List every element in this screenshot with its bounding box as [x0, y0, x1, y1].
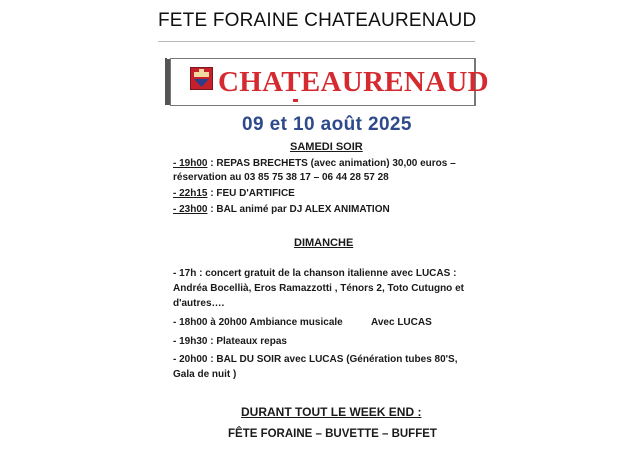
weekend-line: FÊTE FORAINE – BUVETTE – BUFFET: [228, 428, 437, 440]
item-time: - 19h00: [173, 158, 208, 169]
town-coat-of-arms-icon: [190, 67, 213, 90]
saturday-item: [173, 188, 295, 199]
sunday-item: - 18h00 à 20h00 Ambiance musicale: [173, 317, 343, 328]
event-date: 09 et 10 août 2025: [242, 114, 412, 135]
weekend-heading: DURANT TOUT LE WEEK END :: [241, 405, 422, 419]
saturday-heading: SAMEDI SOIR: [290, 141, 363, 153]
sunday-item: - 17h : concert gratuit de la chanson italienne avec LUCAS :: [173, 268, 457, 279]
banner-frame-edge: [165, 58, 167, 105]
item-text: réservation au 03 85 75 38 17 – 06 44 28 57 28: [173, 172, 389, 183]
saturday-item: [173, 172, 389, 183]
item-text: : BAL animé par DJ ALEX ANIMATION: [207, 204, 390, 215]
sunday-item: d'autres….: [173, 298, 225, 309]
page-title: FETE FORAINE CHATEAURENAUD: [158, 10, 477, 31]
item-time: - 23h00: [173, 204, 208, 215]
sunday-item: - 20h00 : BAL DU SOIR avec LUCAS (Génération tubes 80'S,: [173, 354, 458, 365]
title-divider: [158, 41, 475, 42]
saturday-item: [173, 204, 390, 215]
banner-mark: [293, 99, 298, 102]
sunday-item: Gala de nuit ): [173, 369, 237, 380]
sunday-item: - 19h30 : Plateaux repas: [173, 336, 287, 347]
sunday-item: Avec LUCAS: [371, 317, 432, 328]
item-text: : FEU D'ARTIFICE: [207, 188, 295, 199]
sunday-item: Andréa Bocellià, Eros Ramazzotti , Ténors 2, Toto Cutugno et: [173, 283, 464, 294]
banner-town-name: CHATEAURENAUD: [218, 66, 489, 98]
item-time: - 22h15: [173, 188, 208, 199]
saturday-item: [173, 158, 456, 169]
item-text: : REPAS BRECHETS (avec animation) 30,00 euros –: [207, 158, 456, 169]
sunday-heading: DIMANCHE: [294, 237, 354, 249]
